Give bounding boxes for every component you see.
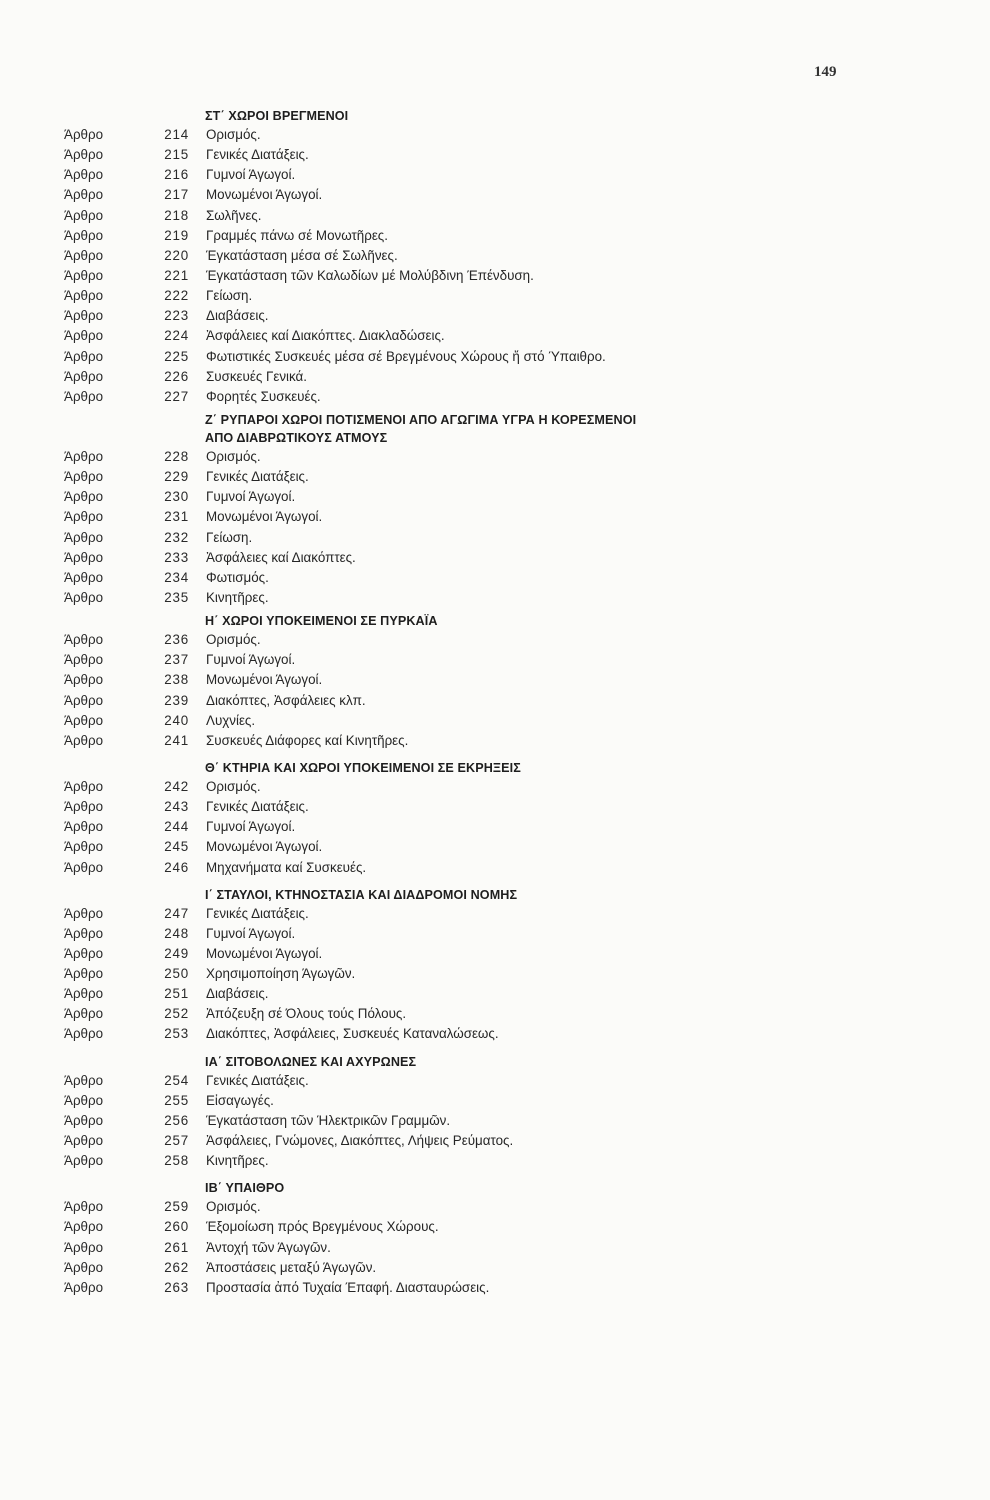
toc-entry — [0, 165, 990, 185]
article-number: 244 — [164, 819, 189, 835]
article-number: 226 — [164, 368, 189, 384]
article-label: Άρθρο — [64, 778, 104, 794]
article-label: Άρθρο — [64, 652, 104, 668]
article-label: Άρθρο — [64, 267, 104, 283]
article-number: 246 — [164, 859, 189, 875]
page-number: 149 — [814, 64, 837, 80]
article-number: 243 — [164, 799, 189, 815]
toc-section — [0, 411, 990, 608]
article-label: Άρθρο — [64, 672, 104, 688]
article-label: Άρθρο — [64, 1199, 104, 1215]
article-number: 238 — [164, 672, 189, 688]
toc-entry — [0, 145, 990, 165]
toc-entry — [0, 528, 990, 548]
toc-entry — [0, 1197, 990, 1217]
article-label: Άρθρο — [64, 966, 104, 982]
article-title: Ορισμός. — [206, 448, 261, 464]
table-of-contents — [0, 107, 990, 1298]
article-label: Άρθρο — [64, 1026, 104, 1042]
article-number: 263 — [164, 1279, 189, 1295]
article-label: Άρθρο — [64, 207, 104, 223]
article-number: 225 — [164, 348, 189, 364]
article-title: Συσκευές Γενικά. — [206, 368, 308, 384]
article-title: Έγκατάσταση μέσα σέ Σωλῆνες. — [206, 247, 398, 263]
article-label: Άρθρο — [64, 1133, 104, 1149]
article-title: Φωτισμός. — [206, 569, 269, 585]
article-number: 254 — [164, 1072, 189, 1088]
article-label: Άρθρο — [64, 147, 104, 163]
toc-entry — [0, 367, 990, 387]
article-title: Μηχανήματα καί Συσκευές. — [206, 859, 367, 875]
article-title: Ἀσφάλειες, Γνώμονες, Διακόπτες, Λήψεις Ρεύματος. — [206, 1133, 514, 1149]
article-number: 229 — [164, 469, 189, 485]
article-title: Σωλῆνες. — [206, 207, 262, 223]
toc-entry — [0, 226, 990, 246]
article-number: 259 — [164, 1199, 189, 1215]
article-label: Άρθρο — [64, 859, 104, 875]
toc-section — [0, 107, 990, 407]
section-heading: ΙΒ΄ ΥΠΑΙΘΡΟ — [205, 1181, 285, 1196]
toc-entry — [0, 837, 990, 857]
article-number: 223 — [164, 308, 189, 324]
article-label: Άρθρο — [64, 308, 104, 324]
article-label: Άρθρο — [64, 632, 104, 648]
article-number: 260 — [164, 1219, 189, 1235]
section-heading: ΣΤ΄ ΧΩΡΟΙ ΒΡΕΓΜΕΝΟΙ — [205, 109, 349, 123]
article-title: Έξομοίωση πρός Βρεγμένους Χώρους. — [206, 1219, 439, 1235]
toc-entry — [0, 711, 990, 731]
article-label: Άρθρο — [64, 945, 104, 961]
article-number: 215 — [164, 147, 189, 163]
article-number: 247 — [164, 905, 189, 921]
article-label: Άρθρο — [64, 1219, 104, 1235]
article-label: Άρθρο — [64, 732, 104, 748]
article-label: Άρθρο — [64, 288, 104, 304]
article-number: 252 — [164, 1006, 189, 1022]
article-number: 239 — [164, 692, 189, 708]
article-title: Γυμνοί Άγωγοί. — [206, 819, 296, 835]
article-label: Άρθρο — [64, 569, 104, 585]
article-number: 218 — [164, 207, 189, 223]
article-number: 262 — [164, 1259, 189, 1275]
article-label: Άρθρο — [64, 905, 104, 921]
article-title: Συσκευές Διάφορες καί Κινητῆρες. — [206, 732, 409, 748]
article-title: Ορισμός. — [206, 778, 261, 794]
article-title: Γυμνοί Άγωγοί. — [206, 652, 296, 668]
toc-section — [0, 886, 990, 1045]
toc-entry — [0, 1238, 990, 1258]
article-title: Ἀντοχή τῶν Άγωγῶν. — [206, 1239, 331, 1255]
article-title: Γενικές Διατάξεις. — [206, 799, 309, 815]
section-heading: Ι΄ ΣΤΑΥΛΟΙ, ΚΤΗΝΟΣΤΑΣΙΑ ΚΑΙ ΔΙΑΔΡΟΜΟΙ ΝΟΜΗΣ — [205, 887, 518, 902]
article-title: Μονωμένοι Άγωγοί. — [206, 672, 323, 688]
article-title: Φωτιστικές Συσκευές μέσα σέ Βρεγμένους Χώρους ἤ στό Ύπαιθρο. — [206, 348, 606, 364]
toc-entry — [0, 266, 990, 286]
toc-entry — [0, 797, 990, 817]
article-number: 232 — [164, 529, 189, 545]
section-gap — [0, 751, 990, 759]
article-title: Ἀποστάσεις μεταξύ Άγωγῶν. — [206, 1259, 377, 1275]
article-number: 233 — [164, 549, 189, 565]
toc-entry — [0, 964, 990, 984]
toc-entry — [0, 924, 990, 944]
article-title: Ἀσφάλειες καί Διακόπτες. — [206, 549, 356, 565]
article-label: Άρθρο — [64, 1239, 104, 1255]
article-title: Χρησιμοποίηση Άγωγῶν. — [206, 966, 356, 982]
article-label: Άρθρο — [64, 1006, 104, 1022]
article-title: Ορισμός. — [206, 1199, 261, 1215]
toc-entry — [0, 858, 990, 878]
toc-entry — [0, 326, 990, 346]
toc-entry — [0, 447, 990, 467]
article-number: 261 — [164, 1239, 189, 1255]
article-number: 256 — [164, 1112, 189, 1128]
article-number: 249 — [164, 945, 189, 961]
article-title: Γυμνοί Άγωγοί. — [206, 925, 296, 941]
toc-entry — [0, 588, 990, 608]
article-title: Γυμνοί Άγωγοί. — [206, 167, 296, 183]
toc-entry — [0, 691, 990, 711]
section-gap — [0, 1045, 990, 1053]
article-number: 251 — [164, 986, 189, 1002]
article-title: Μονωμένοι Άγωγοί. — [206, 187, 323, 203]
article-number: 258 — [164, 1153, 189, 1169]
article-label: Άρθρο — [64, 167, 104, 183]
article-title: Γείωση. — [206, 288, 253, 304]
article-number: 220 — [164, 247, 189, 263]
toc-entry — [0, 467, 990, 487]
section-heading: ΑΠΟ ΔΙΑΒΡΩΤΙΚΟΥΣ ΑΤΜΟΥΣ — [205, 430, 388, 445]
article-title: Διαβάσεις. — [206, 986, 269, 1002]
toc-section — [0, 612, 990, 751]
article-title: Διακόπτες, Ἀσφάλειες, Συσκευές Καταναλώσεως. — [206, 1026, 499, 1042]
article-label: Άρθρο — [64, 489, 104, 505]
section-gap — [0, 1171, 990, 1179]
article-number: 241 — [164, 732, 189, 748]
article-label: Άρθρο — [64, 388, 104, 404]
article-title: Μονωμένοι Άγωγοί. — [206, 945, 323, 961]
article-title: Έγκατάσταση τῶν Καλωδίων μέ Μολύβδινη Έπένδυση. — [206, 267, 534, 283]
article-label: Άρθρο — [64, 799, 104, 815]
article-label: Άρθρο — [64, 839, 104, 855]
article-label: Άρθρο — [64, 925, 104, 941]
toc-entry — [0, 1004, 990, 1024]
article-number: 257 — [164, 1133, 189, 1149]
toc-entry — [0, 306, 990, 326]
article-title: Ἀπόζευξη σέ Όλους τούς Πόλους. — [206, 1006, 407, 1022]
article-title: Γραμμές πάνω σέ Μονωτῆρες. — [206, 227, 388, 243]
toc-entry — [0, 185, 990, 205]
article-label: Άρθρο — [64, 368, 104, 384]
article-number: 214 — [164, 127, 189, 142]
article-title: Ἀσφάλειες καί Διακόπτες. Διακλαδώσεις. — [206, 328, 445, 344]
article-title: Διαβάσεις. — [206, 308, 269, 324]
toc-entry — [0, 1071, 990, 1091]
article-number: 228 — [164, 448, 189, 464]
toc-entry — [0, 1131, 990, 1151]
toc-entry — [0, 670, 990, 690]
article-number: 255 — [164, 1092, 189, 1108]
article-title: Γενικές Διατάξεις. — [206, 469, 309, 485]
toc-entry — [0, 568, 990, 588]
article-title: Προστασία ἀπό Τυχαία Έπαφή. Διασταυρώσεις. — [206, 1279, 490, 1295]
article-title: Φορητές Συσκευές. — [206, 388, 321, 404]
article-title: Κινητῆρες. — [206, 589, 269, 605]
toc-entry — [0, 777, 990, 797]
article-title: Γενικές Διατάξεις. — [206, 1072, 309, 1088]
article-number: 248 — [164, 925, 189, 941]
article-label: Άρθρο — [64, 127, 104, 142]
toc-entry — [0, 286, 990, 306]
toc-entry — [0, 904, 990, 924]
article-number: 236 — [164, 632, 189, 648]
article-number: 250 — [164, 966, 189, 982]
article-title: Εἰσαγωγές. — [206, 1092, 274, 1108]
article-label: Άρθρο — [64, 187, 104, 203]
section-heading: Η΄ ΧΩΡΟΙ ΥΠΟΚΕΙΜΕΝΟΙ ΣΕ ΠΥΡΚΑΪΑ — [205, 614, 438, 629]
article-title: Μονωμένοι Άγωγοί. — [206, 839, 323, 855]
article-number: 242 — [164, 778, 189, 794]
article-title: Ορισμός. — [206, 127, 261, 142]
article-label: Άρθρο — [64, 986, 104, 1002]
toc-entry — [0, 944, 990, 964]
article-number: 230 — [164, 489, 189, 505]
article-label: Άρθρο — [64, 509, 104, 525]
toc-section — [0, 1053, 990, 1172]
article-number: 231 — [164, 509, 189, 525]
article-number: 227 — [164, 388, 189, 404]
article-number: 217 — [164, 187, 189, 203]
article-label: Άρθρο — [64, 529, 104, 545]
section-heading: Θ΄ ΚΤΗΡΙΑ ΚΑΙ ΧΩΡΟΙ ΥΠΟΚΕΙΜΕΝΟΙ ΣΕ ΕΚΡΗΞΕΙΣ — [205, 760, 521, 775]
toc-entry — [0, 347, 990, 367]
article-title: Γενικές Διατάξεις. — [206, 905, 309, 921]
toc-entry — [0, 984, 990, 1004]
article-label: Άρθρο — [64, 1092, 104, 1108]
article-number: 245 — [164, 839, 189, 855]
toc-entry — [0, 125, 990, 145]
article-number: 221 — [164, 267, 189, 283]
toc-entry — [0, 206, 990, 226]
toc-entry — [0, 1217, 990, 1237]
article-number: 237 — [164, 652, 189, 668]
toc-entry — [0, 246, 990, 266]
article-title: Κινητῆρες. — [206, 1153, 269, 1169]
article-label: Άρθρο — [64, 448, 104, 464]
toc-entry — [0, 650, 990, 670]
article-label: Άρθρο — [64, 692, 104, 708]
toc-entry — [0, 817, 990, 837]
toc-entry — [0, 1278, 990, 1298]
section-heading: Ζ΄ ΡΥΠΑΡΟΙ ΧΩΡΟΙ ΠΟΤΙΣΜΕΝΟΙ ΑΠΟ ΑΓΩΓΙΜΑ ΥΓΡΑ Η ΚΟΡΕΣΜΕΝΟΙ — [205, 412, 637, 427]
article-label: Άρθρο — [64, 819, 104, 835]
article-label: Άρθρο — [64, 1072, 104, 1088]
toc-entry — [0, 1024, 990, 1044]
section-heading: ΙΑ΄ ΣΙΤΟΒΟΛΩΝΕΣ ΚΑΙ ΑΧΥΡΩΝΕΣ — [205, 1054, 417, 1069]
article-title: Λυχνίες. — [206, 712, 256, 728]
article-title: Γενικές Διατάξεις. — [206, 147, 309, 163]
article-label: Άρθρο — [64, 227, 104, 243]
toc-entry — [0, 487, 990, 507]
toc-entry — [0, 630, 990, 650]
article-label: Άρθρο — [64, 348, 104, 364]
article-label: Άρθρο — [64, 549, 104, 565]
toc-entry — [0, 1091, 990, 1111]
article-label: Άρθρο — [64, 247, 104, 263]
article-number: 253 — [164, 1026, 189, 1042]
article-label: Άρθρο — [64, 328, 104, 344]
article-title: Έγκατάσταση τῶν Ήλεκτρικῶν Γραμμῶν. — [206, 1112, 451, 1128]
toc-entry — [0, 387, 990, 407]
article-label: Άρθρο — [64, 1259, 104, 1275]
article-number: 222 — [164, 288, 189, 304]
toc-entry — [0, 731, 990, 751]
article-number: 234 — [164, 569, 189, 585]
toc-entry — [0, 548, 990, 568]
article-label: Άρθρο — [64, 1279, 104, 1295]
article-title: Γυμνοί Άγωγοί. — [206, 489, 296, 505]
toc-entry — [0, 507, 990, 527]
toc-section — [0, 759, 990, 878]
article-title: Μονωμένοι Άγωγοί. — [206, 509, 323, 525]
article-label: Άρθρο — [64, 712, 104, 728]
article-title: Γείωση. — [206, 529, 253, 545]
article-number: 219 — [164, 227, 189, 243]
article-label: Άρθρο — [64, 589, 104, 605]
article-title: Διακόπτες, Ἀσφάλειες κλπ. — [206, 692, 366, 708]
article-title: Ορισμός. — [206, 632, 261, 648]
article-number: 216 — [164, 167, 189, 183]
article-label: Άρθρο — [64, 469, 104, 485]
article-label: Άρθρο — [64, 1112, 104, 1128]
article-number: 224 — [164, 328, 189, 344]
article-label: Άρθρο — [64, 1153, 104, 1169]
toc-entry — [0, 1151, 990, 1171]
toc-entry — [0, 1111, 990, 1131]
article-number: 240 — [164, 712, 189, 728]
toc-section — [0, 1179, 990, 1298]
toc-entry — [0, 1258, 990, 1278]
article-number: 235 — [164, 589, 189, 605]
section-gap — [0, 878, 990, 886]
